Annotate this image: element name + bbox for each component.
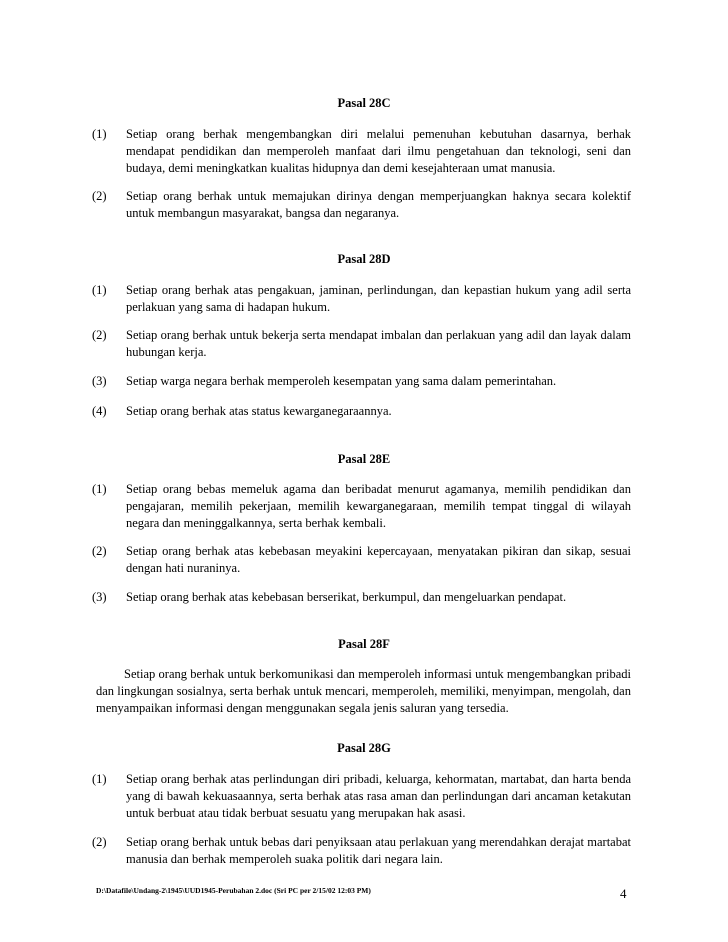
item-number: (2): [92, 189, 107, 203]
item-text: Setiap orang berhak untuk bekerja serta mendapat imbalan dan perlakuan yang adil dan layak dalam hubungan kerja.: [126, 328, 631, 359]
page-number: 4: [620, 886, 627, 901]
item-number: (2): [92, 835, 107, 849]
heading-pasal-28d: Pasal 28D: [337, 252, 391, 266]
item-number: (2): [92, 328, 107, 342]
item-text: Setiap orang berhak atas kebebasan berserikat, berkumpul, dan mengeluarkan pendapat.: [126, 590, 567, 604]
item-text: Setiap orang bebas memeluk agama dan beribadat menurut agamanya, memilih pendidikan dan pengajaran, memilih pekerjaan, memilih kewarganegaraan, memilih tempat tinggal di wilayah negara dan meninggalkannya, serta berhak kembali.: [126, 482, 631, 530]
item-text: Setiap orang berhak mengembangkan diri melalui pemenuhan kebutuhan dasarnya, berhak mendapat pendidikan dan memperoleh manfaat dari ilmu pengetahuan dan teknologi, seni dan budaya, demi meningkatkan kualitas hidupnya dan demi kesejahteraan umat manusia.: [126, 127, 631, 175]
heading-pasal-28e: Pasal 28E: [337, 452, 391, 466]
item-text: Setiap orang berhak atas perlindungan diri pribadi, keluarga, kehormatan, martabat, dan harta benda yang di bawah kekuasaannya, serta berhak atas rasa aman dan perlindungan dari ancaman ketakutan untuk berbuat atau tidak berbuat sesuatu yang merupakan hak asasi.: [126, 772, 631, 820]
item-number: (2): [92, 544, 107, 558]
item-number: (3): [92, 374, 107, 388]
item-text: Setiap orang berhak atas pengakuan, jaminan, perlindungan, dan kepastian hukum yang adil serta perlakuan yang sama di hadapan hukum.: [126, 283, 631, 314]
item-number: (1): [92, 772, 107, 786]
item-text: Setiap warga negara berhak memperoleh kesempatan yang sama dalam pemerintahan.: [126, 374, 557, 388]
footer-file-path: D:\Datafile\Undang-2\1945\UUD1945-Perubahan 2.doc (Sri PC per 2/15/02 12:03 PM): [96, 886, 371, 895]
item-number: (1): [92, 127, 107, 141]
item-text: Setiap orang berhak atas status kewarganegaraannya.: [126, 404, 392, 418]
item-text: Setiap orang berhak atas kebebasan meyakini kepercayaan, menyatakan pikiran dan sikap, sesuai dengan hati nuraninya.: [126, 544, 631, 575]
heading-pasal-28c: Pasal 28C: [337, 96, 391, 110]
item-number: (1): [92, 482, 107, 496]
heading-pasal-28f: Pasal 28F: [338, 637, 390, 651]
item-text: Setiap orang berhak untuk memajukan dirinya dengan memperjuangkan haknya secara kolektif untuk membangun masyarakat, bangsa dan negaranya.: [126, 189, 631, 220]
item-number: (3): [92, 590, 107, 604]
heading-pasal-28g: Pasal 28G: [337, 741, 391, 755]
item-number: (4): [92, 404, 107, 418]
item-text: Setiap orang berhak untuk bebas dari penyiksaan atau perlakuan yang merendahkan derajat martabat manusia dan berhak memperoleh suaka politik dari negara lain.: [126, 835, 631, 866]
pasal-28f-paragraph: Setiap orang berhak untuk berkomunikasi dan memperoleh informasi untuk mengembangkan pribadi dan lingkungan sosialnya, serta berhak untuk mencari, memperoleh, memiliki, menyimpan, mengolah, dan menyampaikan informasi dengan menggunakan segala jenis saluran yang tersedia.: [96, 667, 631, 715]
item-number: (1): [92, 283, 107, 297]
